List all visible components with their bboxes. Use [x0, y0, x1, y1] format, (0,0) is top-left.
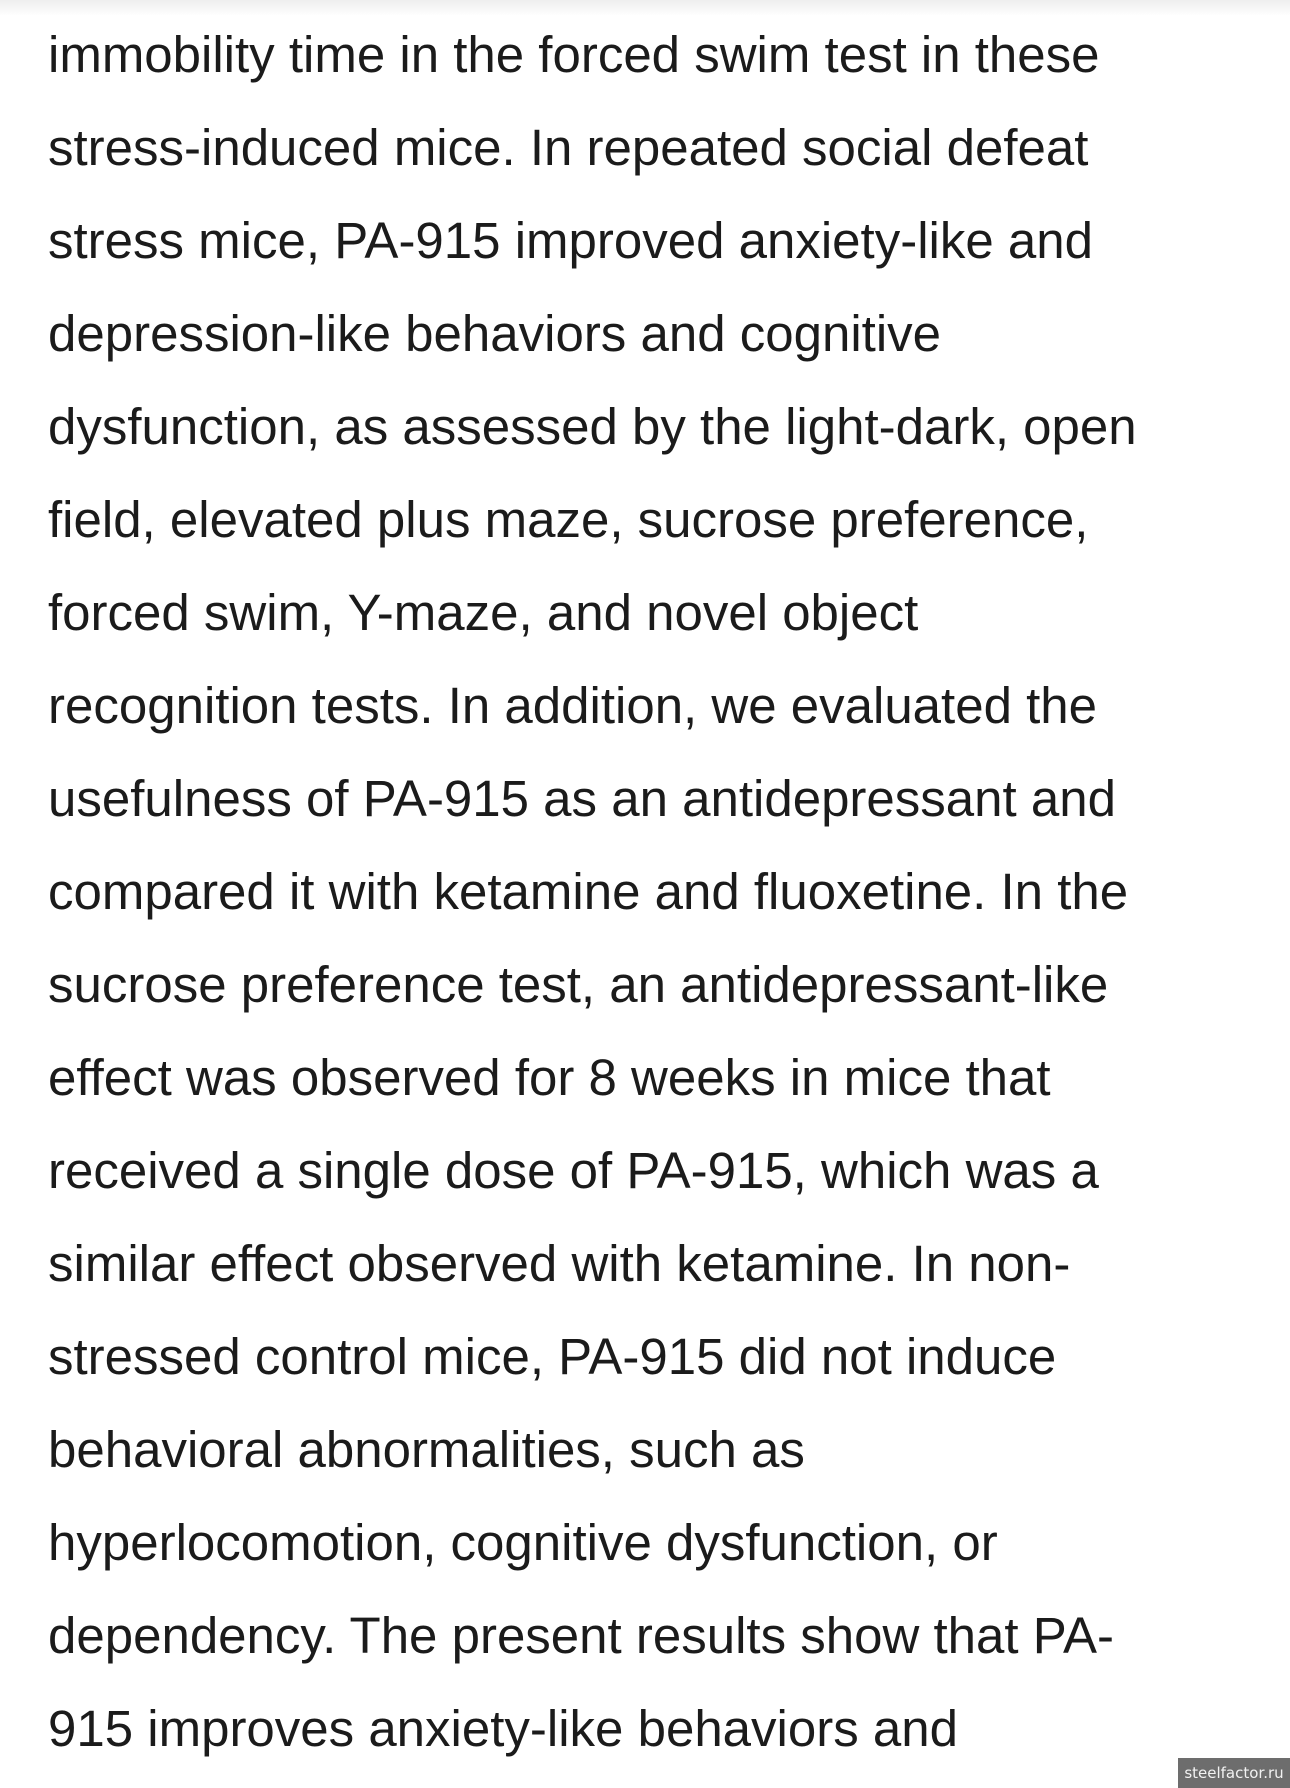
text-line: dysfunction, as assessed by the light-dark, open — [48, 398, 1137, 455]
text-line: depression-like behaviors and cognitive — [48, 305, 942, 362]
text-line: usefulness of PA-915 as an antidepressant and — [48, 770, 1116, 827]
text-line: recognition tests. In addition, we evaluated the — [48, 677, 1098, 734]
text-line: field, elevated plus maze, sucrose preference, — [48, 491, 1089, 548]
text-line: immobility time in the forced swim test in these — [48, 26, 1100, 83]
text-line: stressed control mice, PA-915 did not induce — [48, 1328, 1057, 1385]
text-line: effect was observed for 8 weeks in mice that — [48, 1049, 1051, 1106]
text-line: hyperlocomotion, cognitive dysfunction, or — [48, 1514, 998, 1571]
text-line: dependency. The present results show that PA- — [48, 1607, 1114, 1664]
text-line: sucrose preference test, an antidepressant-like — [48, 956, 1109, 1013]
text-line: compared it with ketamine and fluoxetine. In the — [48, 863, 1129, 920]
text-line: stress mice, PA-915 improved anxiety-like and — [48, 212, 1093, 269]
text-line: similar effect observed with ketamine. In non- — [48, 1235, 1071, 1292]
text-line: stress-induced mice. In repeated social defeat — [48, 119, 1089, 176]
watermark: steelfactor.ru — [1178, 1758, 1290, 1788]
text-line: 915 improves anxiety-like behaviors and — [48, 1700, 958, 1757]
text-line: received a single dose of PA-915, which was a — [48, 1142, 1099, 1199]
text-line: behavioral abnormalities, such as — [48, 1421, 805, 1478]
text-line: forced swim, Y-maze, and novel object — [48, 584, 919, 641]
